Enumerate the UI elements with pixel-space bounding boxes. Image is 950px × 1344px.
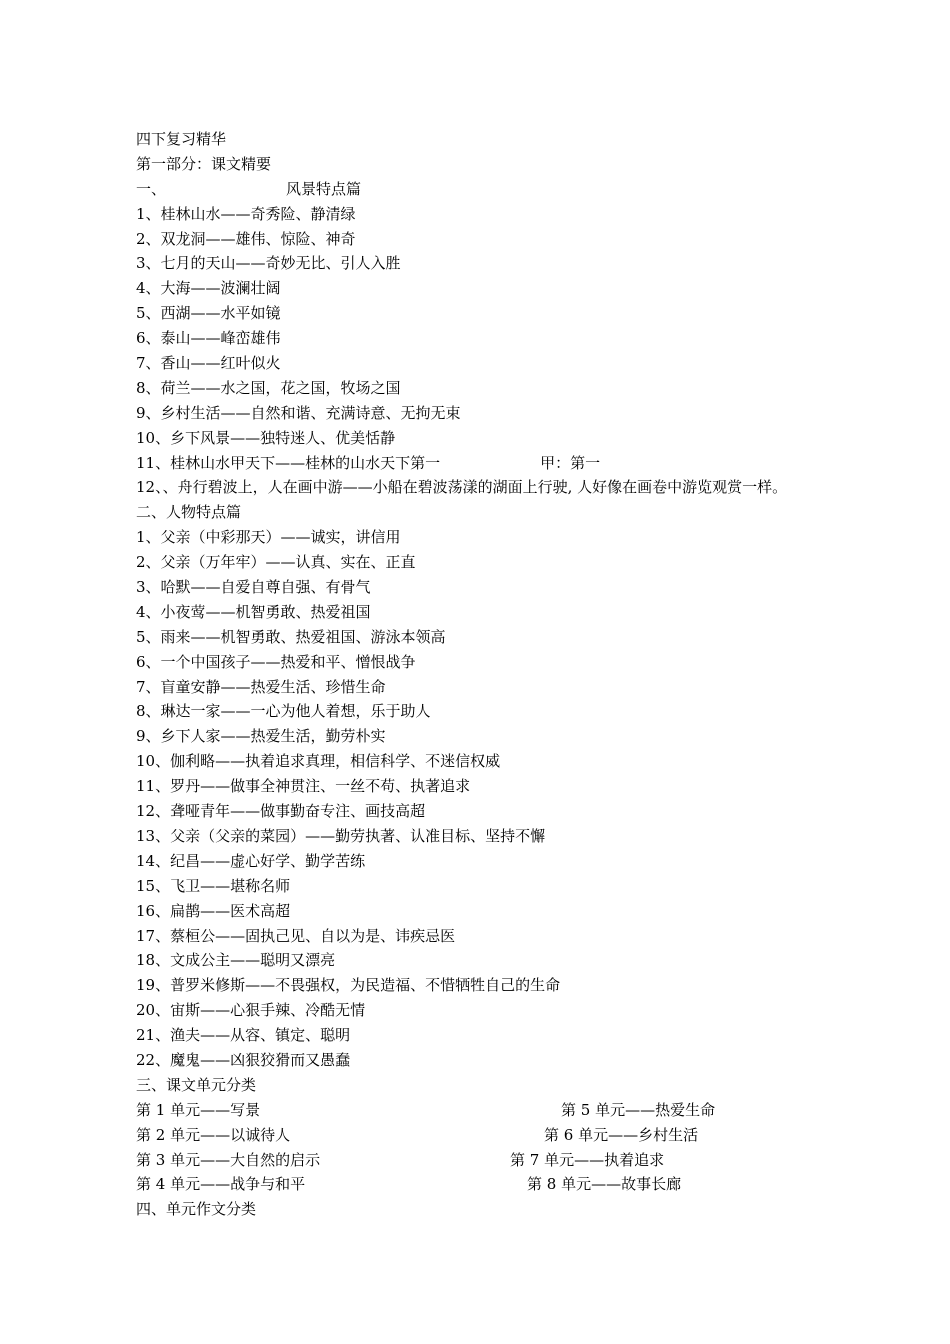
list-item: 8、琳达一家——一心为他人着想，乐于助人 bbox=[136, 702, 431, 721]
list-item: 14、纪昌——虚心好学、勤学苦练 bbox=[136, 851, 366, 870]
unit-row bbox=[136, 1148, 936, 1173]
unit-left: 第 3 单元——大自然的启示 bbox=[136, 1150, 321, 1169]
list-item: 17、蔡桓公——固执己见、自以为是、讳疾忌医 bbox=[136, 926, 456, 945]
list-item: 19、普罗米修斯——不畏强权，为民造福、不惜牺牲自己的生命 bbox=[136, 976, 561, 995]
list-item: 22、魔鬼——凶狠狡猾而又愚蠢 bbox=[136, 1050, 351, 1069]
list-item: 5、雨来——机智勇敢、热爱祖国、游泳本领高 bbox=[136, 627, 446, 646]
list-item: 10、伽利略——执着追求真理，相信科学、不迷信权威 bbox=[136, 752, 501, 771]
section-heading-characters: 二、人物特点篇 bbox=[136, 503, 242, 522]
list-item: 4、大海——波澜壮阔 bbox=[136, 279, 281, 298]
list-item: 9、乡下人家——热爱生活，勤劳朴实 bbox=[136, 727, 386, 746]
unit-left: 第 1 单元——写景 bbox=[136, 1100, 261, 1119]
section-heading-units: 三、课文单元分类 bbox=[136, 1075, 257, 1094]
list-item: 13、父亲（父亲的菜园）——勤劳执著、认准目标、坚持不懈 bbox=[136, 826, 546, 845]
list-item: 1、桂林山水——奇秀险、静清绿 bbox=[136, 204, 356, 223]
unit-row bbox=[136, 1172, 936, 1197]
list-item: 12、、舟行碧波上，人在画中游——小船在碧波荡漾的湖面上行驶, 人好像在画卷中游览观赏一样。 bbox=[136, 478, 788, 497]
list-item: 15、飞卫——堪称名师 bbox=[136, 876, 291, 895]
list-item: 20、宙斯——心狠手辣、冷酷无情 bbox=[136, 1001, 366, 1020]
list-item: 7、盲童安静——热爱生活、珍惜生命 bbox=[136, 677, 386, 696]
list-item: 9、乡村生活——自然和谐、充满诗意、无拘无束 bbox=[136, 403, 461, 422]
list-item: 2、双龙洞——雄伟、惊险、神奇 bbox=[136, 229, 356, 248]
section-heading-scenery bbox=[136, 177, 936, 202]
list-item: 16、扁鹊——医术高超 bbox=[136, 901, 291, 920]
list-item: 2、父亲（万年牢）——认真、实在、正直 bbox=[136, 553, 416, 572]
unit-row bbox=[136, 1123, 936, 1148]
list-item: 3、七月的天山——奇妙无比、引人入胜 bbox=[136, 254, 401, 273]
list-item: 6、一个中国孩子——热爱和平、憎恨战争 bbox=[136, 652, 416, 671]
list-item: 1、父亲（中彩那天）——诚实，讲信用 bbox=[136, 528, 401, 547]
list-item: 5、西湖——水平如镜 bbox=[136, 304, 281, 323]
unit-left: 第 2 单元——以诚待人 bbox=[136, 1125, 291, 1144]
item-text: 11、桂林山水甲天下——桂林的山水天下第一 bbox=[136, 453, 441, 472]
unit-row bbox=[136, 1098, 936, 1123]
list-item: 7、香山——红叶似火 bbox=[136, 354, 281, 373]
section-heading-compositions: 四、单元作文分类 bbox=[136, 1200, 257, 1219]
list-item: 18、文成公主——聪明又漂亮 bbox=[136, 951, 336, 970]
list-item: 3、哈默——自爱自尊自强、有骨气 bbox=[136, 578, 371, 597]
section-number: 一、 bbox=[136, 179, 167, 198]
list-item: 6、泰山——峰峦雄伟 bbox=[136, 329, 281, 348]
unit-left: 第 4 单元——战争与和平 bbox=[136, 1175, 306, 1194]
list-item bbox=[136, 451, 936, 476]
part-heading: 第一部分：课文精要 bbox=[136, 154, 272, 173]
list-item: 10、乡下风景——独特迷人、优美恬静 bbox=[136, 428, 396, 447]
list-item: 21、渔夫——从容、镇定、聪明 bbox=[136, 1026, 351, 1045]
list-item: 8、荷兰——水之国，花之国，牧场之国 bbox=[136, 378, 401, 397]
unit-right: 第 6 单元——乡村生活 bbox=[544, 1125, 699, 1144]
list-item: 4、小夜莺——机智勇敢、热爱祖国 bbox=[136, 602, 371, 621]
document-title: 四下复习精华 bbox=[136, 130, 227, 148]
item-note: 甲：第一 bbox=[540, 453, 601, 472]
unit-right: 第 5 单元——热爱生命 bbox=[561, 1100, 716, 1119]
document-content bbox=[136, 127, 936, 1222]
unit-right: 第 7 单元——执着追求 bbox=[510, 1150, 665, 1169]
unit-right: 第 8 单元——故事长廊 bbox=[527, 1175, 682, 1194]
list-item: 11、罗丹——做事全神贯注、一丝不苟、执著追求 bbox=[136, 777, 471, 796]
section-title: 风景特点篇 bbox=[286, 179, 362, 198]
list-item: 12、聋哑青年——做事勤奋专注、画技高超 bbox=[136, 802, 426, 821]
